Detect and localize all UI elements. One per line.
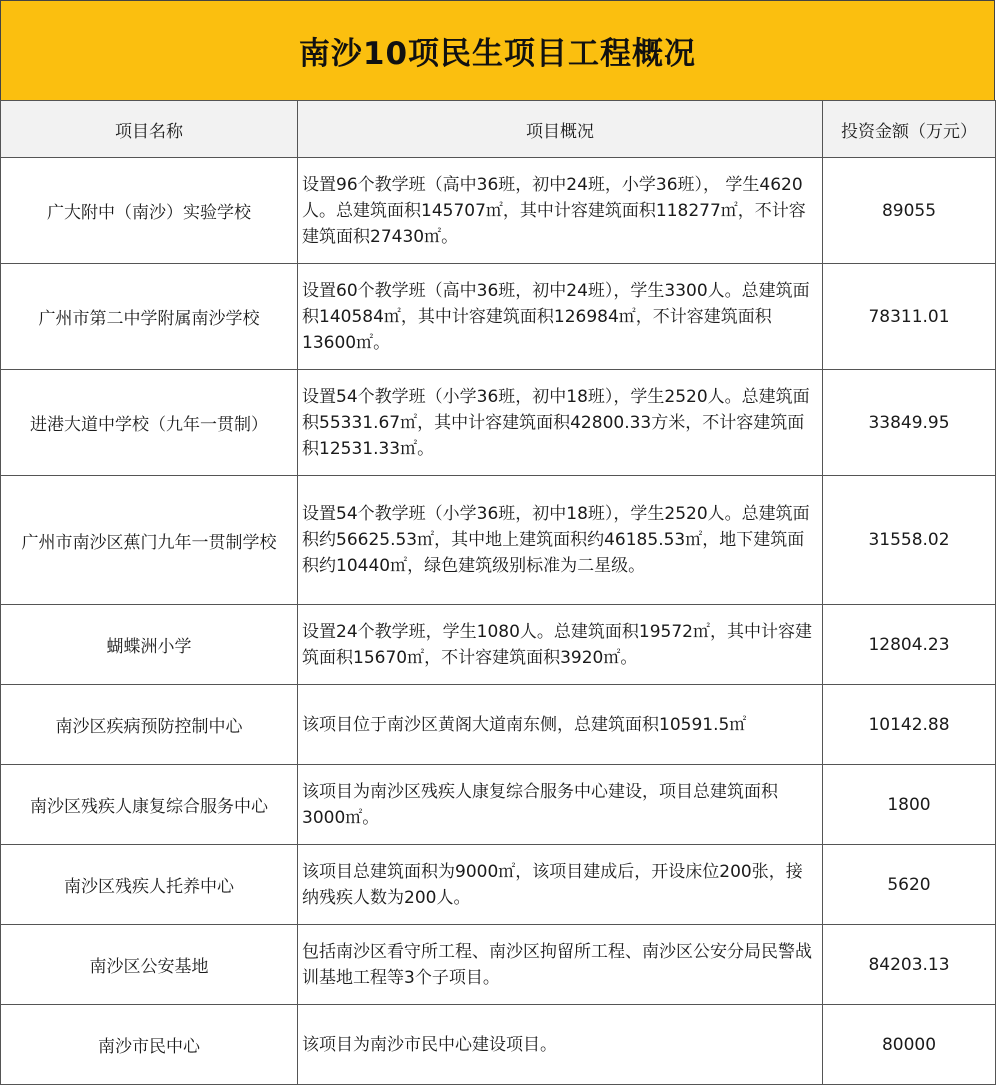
table-row [1, 476, 996, 605]
table-row [1, 925, 996, 1005]
project-amount: 84203.13 [823, 925, 996, 1005]
project-desc: 该项目为南沙市民中心建设项目。 [298, 1005, 823, 1085]
table-row [1, 605, 996, 685]
project-amount: 31558.02 [823, 476, 996, 605]
table-row [1, 845, 996, 925]
project-amount: 12804.23 [823, 605, 996, 685]
header-project-overview: 项目概况 [298, 101, 823, 158]
project-name: 南沙区残疾人康复综合服务中心 [1, 765, 298, 845]
table-row [1, 264, 996, 370]
table-row [1, 685, 996, 765]
project-desc: 该项目为南沙区残疾人康复综合服务中心建设，项目总建筑面积3000㎡。 [298, 765, 823, 845]
project-name: 广州市南沙区蕉门九年一贯制学校 [1, 476, 298, 605]
project-name: 南沙区疾病预防控制中心 [1, 685, 298, 765]
page-title: 南沙10项民生项目工程概况 [298, 36, 697, 72]
project-desc: 设置24个教学班，学生1080人。总建筑面积19572㎡，其中计容建筑面积15670㎡，不计容建筑面积3920㎡。 [298, 605, 823, 685]
project-amount: 1800 [823, 765, 996, 845]
project-amount: 10142.88 [823, 685, 996, 765]
header-project-name: 项目名称 [1, 101, 298, 158]
project-name: 广州市第二中学附属南沙学校 [1, 264, 298, 370]
project-amount: 80000 [823, 1005, 996, 1085]
table-row [1, 158, 996, 264]
project-desc: 设置60个教学班（高中36班，初中24班），学生3300人。总建筑面积140584㎡，其中计容建筑面积126984㎡，不计容建筑面积13600㎡。 [298, 264, 823, 370]
project-name: 蝴蝶洲小学 [1, 605, 298, 685]
project-amount: 5620 [823, 845, 996, 925]
project-name: 进港大道中学校（九年一贯制） [1, 370, 298, 476]
project-name: 南沙区残疾人托养中心 [1, 845, 298, 925]
table-row [1, 1005, 996, 1085]
project-desc: 设置96个教学班（高中36班，初中24班，小学36班）， 学生4620人。总建筑面积145707㎡，其中计容建筑面积118277㎡，不计容建筑面积27430㎡。 [298, 158, 823, 264]
project-name: 南沙市民中心 [1, 1005, 298, 1085]
project-amount: 78311.01 [823, 264, 996, 370]
project-desc: 包括南沙区看守所工程、南沙区拘留所工程、南沙区公安分局民警战训基地工程等3个子项目。 [298, 925, 823, 1005]
table-row [1, 765, 996, 845]
project-desc: 该项目位于南沙区黄阁大道南东侧，总建筑面积10591.5㎡ [298, 685, 823, 765]
project-amount: 33849.95 [823, 370, 996, 476]
project-name: 广大附中（南沙）实验学校 [1, 158, 298, 264]
table-row [1, 370, 996, 476]
project-desc: 设置54个教学班（小学36班，初中18班），学生2520人。总建筑面积约56625.53㎡，其中地上建筑面积约46185.53㎡，地下建筑面积约10440㎡，绿色建筑级别标准为二星级。 [298, 476, 823, 605]
header-row [1, 101, 996, 158]
project-desc: 设置54个教学班（小学36班，初中18班），学生2520人。总建筑面积55331.67㎡，其中计容建筑面积42800.33方米，不计容建筑面积12531.33㎡。 [298, 370, 823, 476]
project-amount: 89055 [823, 158, 996, 264]
project-name: 南沙区公安基地 [1, 925, 298, 1005]
project-desc: 该项目总建筑面积为9000㎡，该项目建成后，开设床位200张，接纳残疾人数为200人。 [298, 845, 823, 925]
title-bar [0, 0, 995, 100]
projects-table [0, 100, 996, 1085]
header-investment: 投资金额（万元） [823, 101, 996, 158]
